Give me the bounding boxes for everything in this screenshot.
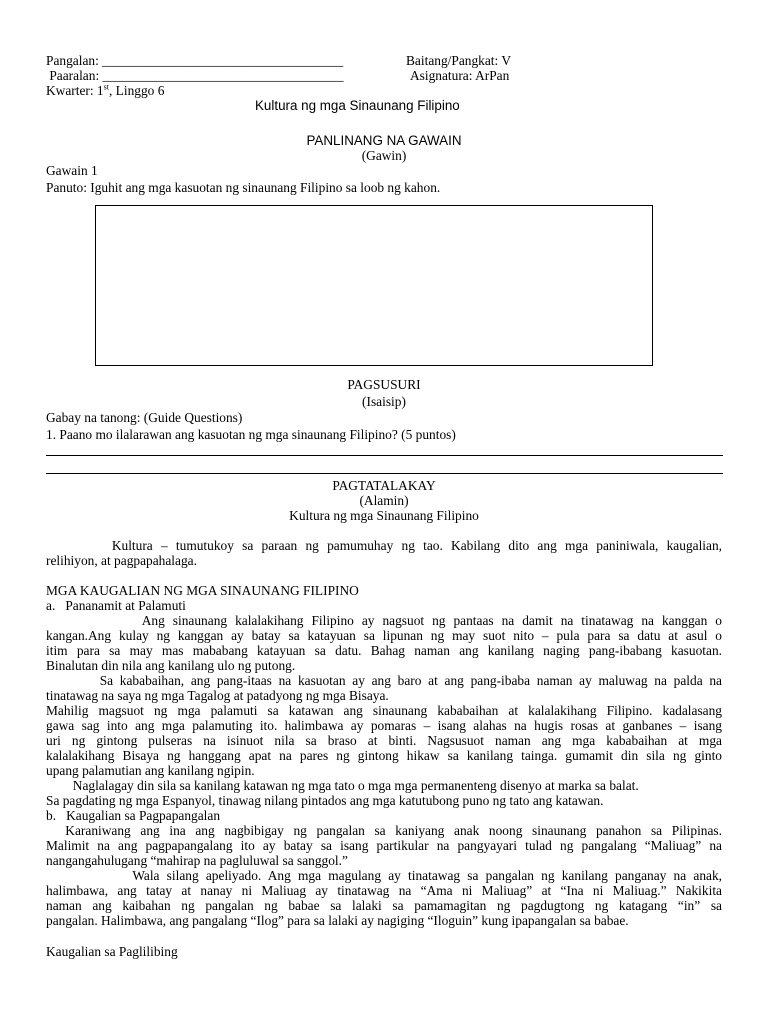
pagtatalakay-title: Kultura ng mga Sinaunang Filipino (289, 508, 479, 523)
para-b-line: Wala silang apeliyado. Ang mga magulang ay tinatawag sa pangalan ng kanilang panganay na anak, (46, 868, 722, 883)
para-a-line: Naglalagay din sila sa kanilang katawan ng mga tato o mga mga permanenteng disenyo at marka sa balat. (46, 778, 639, 793)
section-heading: MGA KAUGALIAN NG MGA SINAUNANG FILIPINO (46, 583, 359, 598)
para-a-line: Sa kababaihan, ang pang-itaas na kasuotan ay ang baro at ang pang-ibaba naman ay maluwag na palda na (46, 673, 722, 688)
para-a-line: Mahilig magsuot ng mga palamuti sa katawan ang sinaunang kababaihan at kalalakihang Filipino. kadalasang (46, 703, 722, 718)
paaralan-field[interactable]: Paaralan: ____________________________________ (46, 68, 344, 83)
kultura-line: Kultura – tumutukoy sa paraan ng pamumuhay ng tao. Kabilang dito ang mga paniniwala, kaugalian, (46, 538, 723, 553)
para-b-line: Karaniwang ang ina ang nagbibigay ng pangalan sa kaniyang anak noong sinaunang panahon sa Pilipinas. (46, 823, 722, 838)
page-title: Kultura ng mga Sinaunang Filipino (255, 98, 460, 113)
section-b-heading: b. Kaugalian sa Pagpapangalan (46, 808, 221, 823)
para-a-line: kalalakihang Bisaya ng hanggang apat na pares ng gintong hikaw sa kanilang tainga. gumamit din sila ng ginto (46, 748, 722, 763)
drawing-box[interactable] (95, 205, 653, 366)
panuto-text: Panuto: Iguhit ang mga kasuotan ng sinaunang Filipino sa loob ng kahon. (46, 180, 441, 195)
paglilibing-heading: Kaugalian sa Paglilibing (46, 944, 178, 959)
para-a-line: Ang sinaunang kalalakihang Filipino ay nagsuot ng pantaas na damit na tinatawag na kanggan o (46, 613, 722, 628)
gawain-label: Gawain 1 (46, 163, 98, 178)
para-a-line: gawa sag into ang mga palamuting ito. halimbawa ay pomaras – isang alahas na hugis rosas at ganbanes – isang (46, 718, 722, 733)
para-a-line: tinatawag na saya ng mga Tagalog at patadyong ng mga Bisaya. (46, 688, 389, 703)
para-b-line: pangalan. Halimbawa, ang pangalang “Ilog” para sa lalaki ay nagiging “Iloguin” kung ipapangalan sa babae. (46, 913, 629, 928)
panlinang-sub: (Gawin) (361, 148, 407, 163)
para-a-line: itim para sa may mas mababang katayuan sa datu. Bahag naman ang kanilang naging pang-ibabang kasuotan. (46, 643, 722, 658)
pagsusuri-sub: (Isaisip) (362, 394, 406, 409)
kwarter-label: Kwarter: 1st, Linggo 6 (46, 82, 165, 98)
kultura-line: relihiyon, at pagpapahalaga. (46, 553, 197, 568)
baitang-label: Baitang/Pangkat: V (406, 53, 512, 68)
gabay-label: Gabay na tanong: (Guide Questions) (46, 410, 243, 425)
panlinang-heading: PANLINANG NA GAWAIN (306, 133, 462, 148)
pangalan-field[interactable]: Pangalan: ____________________________________ (46, 53, 344, 68)
asignatura-label: Asignatura: ArPan (410, 68, 510, 83)
question-1: 1. Paano mo ilalarawan ang kasuotan ng mga sinaunang Filipino? (5 puntos) (46, 427, 456, 442)
para-a-line: Binalutan din nila ang kanilang ulo ng putong. (46, 658, 296, 673)
pagsusuri-heading: PAGSUSURI (347, 377, 421, 392)
answer-line-1[interactable] (46, 455, 723, 456)
answer-line-2[interactable] (46, 473, 723, 474)
pagtatalakay-heading: PAGTATALAKAY (332, 478, 436, 493)
para-a-line: upang palamutian ang kanilang ngipin. (46, 763, 255, 778)
para-a-line: Sa pagdating ng mga Espanyol, tinawag nilang pintados ang mga katutubong puno ng tato ang katawan. (46, 793, 604, 808)
section-a-heading: a. Pananamit at Palamuti (46, 598, 186, 613)
para-b-line: Malimit na ang pagpapangalang ito ay batay sa isang partikular na pangyayari tulad ng pangalang “Maliuag” na (46, 838, 722, 853)
para-b-line: naman ang kaibahan ng pangalan ng babae sa lalaki sa pamamagitan ng pagdugtong ng katagang “in” sa (46, 898, 722, 913)
para-b-line: nangangahulugang “mahirap na pagluluwal sa sanggol.” (46, 853, 348, 868)
para-b-line: halimbawa, ang tatay at nanay ni Maliuag ay tinatawag na “Ama ni Maliuag” at “Ina ni Maliuag.” Nakikita (46, 883, 722, 898)
para-a-line: uri ng gintong pulseras na isinuot nila sa braso at binti. Nagsusuot naman ang mga kababaihan at mga (46, 733, 722, 748)
pagtatalakay-sub: (Alamin) (359, 493, 409, 508)
para-a-line: kangan.Ang kulay ng kanggan ay batay sa katayuan sa lipunan ng may suot nito – pula para sa datu at asul o (46, 628, 722, 643)
